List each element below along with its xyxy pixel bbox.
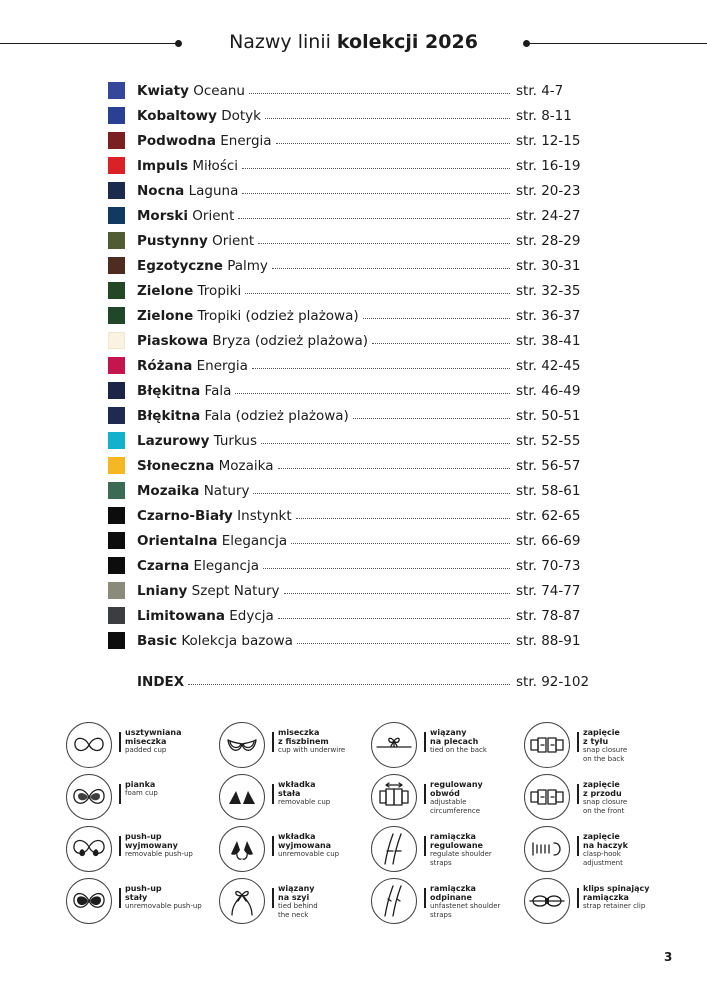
collection-name-bold: Piaskowa [137,332,209,349]
page-header [0,28,707,60]
dot-leader [363,307,510,319]
collection-name-bold: Kwiaty [137,82,189,99]
color-swatch [108,107,125,124]
legend-divider [424,784,426,804]
legend-text [278,884,378,919]
page-range: str. 58-61 [516,482,581,499]
title-regular: Nazwy linii [229,31,337,53]
toc-row[interactable] [108,528,608,553]
hook-clasp-icon [524,826,570,872]
header-line-right [526,43,707,44]
toc-row[interactable] [108,178,608,203]
color-swatch [108,457,125,474]
dot-leader [276,132,510,144]
legend-label-pl: pianka [125,780,156,789]
legend-label-en: unremovable push-up [125,902,202,910]
page-range: str. 30-31 [516,257,581,274]
legend-text [125,780,225,798]
toc-row[interactable] [108,328,608,353]
toc-row[interactable] [108,203,608,228]
legend-label-pl: na plecach [430,737,479,746]
legend-item [524,720,674,770]
dot-leader [296,507,510,519]
toc-row[interactable] [108,253,608,278]
collection-name [137,308,359,324]
color-swatch [108,532,125,549]
dot-leader [235,382,510,394]
legend-label-pl: regulowany [430,780,483,789]
legend-label-pl: miseczka [125,737,167,746]
collection-name [137,433,257,449]
collection-name-bold: Błękitna [137,382,201,399]
legend-item [66,824,216,874]
collection-name-rest: Palmy [222,257,268,274]
collection-name-rest: Fala [200,382,232,399]
legend-text [583,780,683,815]
page-range: str. 52-55 [516,432,581,449]
legend-label-pl: obwód [430,789,460,798]
table-of-contents [108,78,608,694]
legend-divider [424,888,426,908]
legend-label-pl: miseczka [278,728,320,737]
legend-label-en: straps [430,858,452,867]
legend-label-en: padded cup [125,746,167,754]
page-range: str. 42-45 [516,357,581,374]
color-swatch [108,632,125,649]
legend-label-en: unfastenet shoulder [430,902,501,910]
color-swatch [108,232,125,249]
collection-name [137,83,245,99]
collection-name [137,333,368,349]
legend-label-pl: na szyi [278,893,310,902]
header-line-left [0,43,178,44]
collection-name [137,408,349,424]
legend-label-pl: usztywniana [125,728,182,737]
legend-divider [577,836,579,856]
legend-text [430,780,530,815]
legend-label-pl: wyjmowana [278,841,332,850]
legend-divider [272,836,274,856]
toc-row[interactable] [108,78,608,103]
page-range: str. 38-41 [516,332,581,349]
dot-leader [284,582,510,594]
legend-label-pl: klips spinający [583,884,650,893]
toc-row[interactable] [108,378,608,403]
collection-name-rest: Elegancja [217,532,288,549]
legend-label-pl: wkładka [278,780,316,789]
legend-text [125,832,225,859]
collection-name-rest: Orient [207,232,255,249]
toc-row[interactable] [108,478,608,503]
legend-label-pl: ramiączka [430,884,476,893]
legend-label-en: removable cup [278,798,331,806]
collection-name-bold: Czarno-Biały [137,507,233,524]
page-range: str. 20-23 [516,182,581,199]
color-swatch [108,432,125,449]
dot-leader [242,157,510,169]
collection-name [137,258,268,274]
page-range: str. 66-69 [516,532,581,549]
dot-leader [238,207,510,219]
legend-item [66,720,216,770]
color-swatch [108,357,125,374]
legend-label-en: circumference [430,806,481,815]
dot-leader [252,357,510,369]
legend-label-pl: odpinane [430,893,472,902]
title-bold: kolekcji 2026 [336,31,478,53]
page-range: str. 62-65 [516,507,581,524]
collection-name-bold: Zielone [137,282,194,299]
collection-name [137,583,280,599]
legend-label-pl: zapięcie [583,728,620,737]
collection-name-rest: Dotyk [216,107,261,124]
legend-text [125,884,225,911]
legend-label-en: tied behind [278,902,318,910]
underwire-cup-icon [219,722,265,768]
index-label [137,674,184,690]
collection-name-bold: Lazurowy [137,432,210,449]
collection-name-rest: Elegancja [189,557,259,574]
page-range: str. 56-57 [516,457,581,474]
legend-divider [577,732,579,752]
legend-label-pl: stała [278,789,301,798]
collection-name [137,483,249,499]
collection-name [137,283,241,299]
dot-leader [242,182,510,194]
legend-text [430,884,530,919]
legend-text [278,832,378,859]
removable-push-up-icon [66,826,112,872]
color-swatch [108,332,125,349]
legend-item [66,772,216,822]
legend-item [371,720,521,770]
collection-name-bold: Kobaltowy [137,107,217,124]
legend-text [278,780,378,807]
dot-leader [297,632,510,644]
legend-label-en: strap retainer clip [583,902,646,910]
dot-leader [272,257,510,269]
legend-divider [272,732,274,752]
collection-name-bold: Błękitna [137,407,201,424]
color-swatch [108,507,125,524]
legend-label-en: regulate shoulder [430,850,492,858]
collection-name [137,233,254,249]
collection-name-bold: Mozaika [137,482,200,499]
collection-name-rest: Tropiki [193,282,242,299]
fixed-push-up-icon [66,878,112,924]
collection-name-bold: Impuls [137,157,189,174]
toc-row[interactable] [108,403,608,428]
legend-item [219,824,369,874]
legend-divider [577,784,579,804]
collection-name [137,558,259,574]
legend-item [524,876,674,926]
legend-divider [119,732,121,752]
color-swatch [108,307,125,324]
dot-leader [291,532,510,544]
collection-name-bold: Egzotyczne [137,257,223,274]
toc-row[interactable] [108,278,608,303]
collection-name-rest: Natury [199,482,250,499]
collection-name-bold: Orientalna [137,532,218,549]
legend-label-pl: z tyłu [583,737,609,746]
page-range: str. 46-49 [516,382,581,399]
legend-label-en: clasp-hook [583,850,621,858]
page-range: str. 36-37 [516,307,581,324]
collection-name-bold: Pustynny [137,232,208,249]
collection-name-rest: Energia [192,357,248,374]
legend-text [583,728,683,763]
toc-row[interactable] [108,428,608,453]
color-swatch [108,182,125,199]
foam-cup-icon [66,774,112,820]
page-range: str. 88-91 [516,632,581,649]
dot-leader [258,232,510,244]
index-label-text: INDEX [137,673,185,690]
toc-row[interactable] [108,103,608,128]
collection-name [137,608,274,624]
collection-name-bold: Nocna [137,182,185,199]
legend-label-pl: na haczyk [583,841,628,850]
collection-name-rest: Orient [188,207,235,224]
color-swatch [108,382,125,399]
legend-item [524,772,674,822]
dot-leader [372,332,510,344]
legend-label-pl: push-up [125,832,162,841]
legend-divider [577,888,579,908]
strap-clip-icon [524,878,570,924]
dot-leader [249,82,510,94]
dot-leader [278,607,510,619]
legend-label-en: on the back [583,754,625,763]
collection-name-rest: Instynkt [232,507,292,524]
page-range: str. 16-19 [516,157,581,174]
dot-leader [188,673,510,685]
color-swatch [108,282,125,299]
collection-name-rest: Turkus [209,432,257,449]
collection-name-rest: Bryza (odzież plażowa) [208,332,369,349]
legend-divider [424,732,426,752]
toc-row[interactable] [108,453,608,478]
collection-name [137,633,293,649]
legend-label-en: on the front [583,806,625,815]
legend-item [219,720,369,770]
dot-leader [278,457,510,469]
collection-name-rest: Fala (odzież plażowa) [200,407,349,424]
toc-row[interactable] [108,553,608,578]
color-swatch [108,207,125,224]
toc-row[interactable] [108,603,608,628]
page-range: str. 70-73 [516,557,581,574]
color-swatch [108,557,125,574]
page-range: str. 4-7 [516,82,564,99]
dot-leader [261,432,510,444]
legend-label-en: foam cup [125,789,158,797]
page-range: str. 24-27 [516,207,581,224]
color-swatch [108,482,125,499]
dot-leader [253,482,510,494]
legend-item [524,824,674,874]
legend-label-pl: wkładka [278,832,316,841]
page-number: 3 [664,950,673,964]
page-range: str. 78-87 [516,607,581,624]
unremovable-cup-icon [219,826,265,872]
collection-name-bold: Słoneczna [137,457,215,474]
legend-label-en: snap closure [583,746,628,754]
color-swatch [108,257,125,274]
page-range: str. 8-11 [516,107,572,124]
legend-item [219,876,369,926]
legend-label-pl: wyjmowany [125,841,178,850]
legend-text [125,728,225,755]
page-range: str. 50-51 [516,407,581,424]
adjustable-band-icon [371,774,417,820]
removable-cup-icon [219,774,265,820]
page-range: str. 28-29 [516,232,581,249]
legend-item [371,876,521,926]
legend-label-pl: zapięcie [583,832,620,841]
collection-name [137,508,292,524]
collection-name [137,108,261,124]
dot-leader [263,557,510,569]
collection-name [137,158,238,174]
legend-label-en: removable push-up [125,850,193,858]
collection-name-rest: Kolekcja bazowa [177,632,293,649]
legend-label-pl: push-up [125,884,162,893]
collection-name-bold: Basic [137,632,178,649]
collection-name [137,533,287,549]
legend-label-en: snap closure [583,798,628,806]
shoulder-tie-icon [371,722,417,768]
collection-name-rest: Tropiki (odzież plażowa) [193,307,359,324]
header-dot-left [175,40,182,47]
color-swatch [108,157,125,174]
front-clasp-icon [524,774,570,820]
detachable-straps-icon [371,878,417,924]
collection-name-rest: Energia [215,132,272,149]
legend-divider [119,784,121,804]
collection-name-bold: Zielone [137,307,194,324]
collection-name-rest: Oceanu [188,82,245,99]
legend-label-en: adjustment [583,858,623,867]
legend-text [583,884,683,911]
toc-row[interactable] [108,303,608,328]
legend-item [371,824,521,874]
legend-divider [272,888,274,908]
toc-row[interactable] [108,228,608,253]
legend-label-en: tied on the back [430,746,487,754]
collection-name-rest: Miłości [188,157,239,174]
legend-divider [424,836,426,856]
legend-text [583,832,683,867]
padded-cup-icon [66,722,112,768]
collection-name [137,358,248,374]
adjustable-straps-icon [371,826,417,872]
collection-name-bold: Podwodna [137,132,216,149]
collection-name-bold: Lniany [137,582,188,599]
page-title [190,31,517,53]
color-swatch [108,407,125,424]
legend-label-pl: z przodu [583,789,622,798]
collection-name [137,383,231,399]
page-range: str. 74-77 [516,582,581,599]
collection-name [137,183,238,199]
collection-name-rest: Laguna [184,182,239,199]
neck-tie-icon [219,878,265,924]
collection-name-bold: Czarna [137,557,190,574]
collection-name-rest: Edycja [224,607,274,624]
collection-name [137,208,234,224]
legend-label-pl: wiązany [430,728,467,737]
legend-label-pl: stały [125,893,148,902]
collection-name-rest: Mozaika [214,457,274,474]
color-swatch [108,582,125,599]
legend-label-pl: ramiączka [430,832,476,841]
color-swatch [108,607,125,624]
dot-leader [353,407,510,419]
legend-text [430,832,530,867]
collection-name [137,133,272,149]
legend-label-en: straps [430,910,452,919]
toc-row[interactable] [108,128,608,153]
legend-label-pl: z fiszbinem [278,737,329,746]
collection-name-bold: Różana [137,357,193,374]
toc-row[interactable] [108,578,608,603]
collection-name-bold: Limitowana [137,607,225,624]
legend-text [278,728,378,755]
legend-label-pl: ramiączka [583,893,629,902]
back-clasp-icon [524,722,570,768]
legend-label-en: adjustable [430,798,467,806]
legend-label-en: cup with underwire [278,746,346,754]
legend-label-en: unremovable cup [278,850,340,858]
collection-name [137,458,274,474]
toc-row[interactable] [108,153,608,178]
legend-label-en: the neck [278,910,309,919]
dot-leader [265,107,510,119]
toc-row[interactable] [108,353,608,378]
legend-divider [119,888,121,908]
collection-name-rest: Szept Natury [187,582,280,599]
toc-row[interactable] [108,503,608,528]
legend-label-pl: regulowane [430,841,483,850]
toc-row[interactable] [108,628,608,653]
collection-name-bold: Morski [137,207,189,224]
legend-item [371,772,521,822]
legend-label-pl: wiązany [278,884,315,893]
page-range: str. 92-102 [516,673,590,690]
toc-row-index[interactable] [108,669,608,694]
color-swatch [108,132,125,149]
legend-divider [119,836,121,856]
legend-item [66,876,216,926]
legend-item [219,772,369,822]
page-range: str. 12-15 [516,132,581,149]
legend-text [430,728,530,755]
legend-label-pl: zapięcie [583,780,620,789]
color-swatch [108,82,125,99]
dot-leader [245,282,510,294]
legend-divider [272,784,274,804]
page-range: str. 32-35 [516,282,581,299]
